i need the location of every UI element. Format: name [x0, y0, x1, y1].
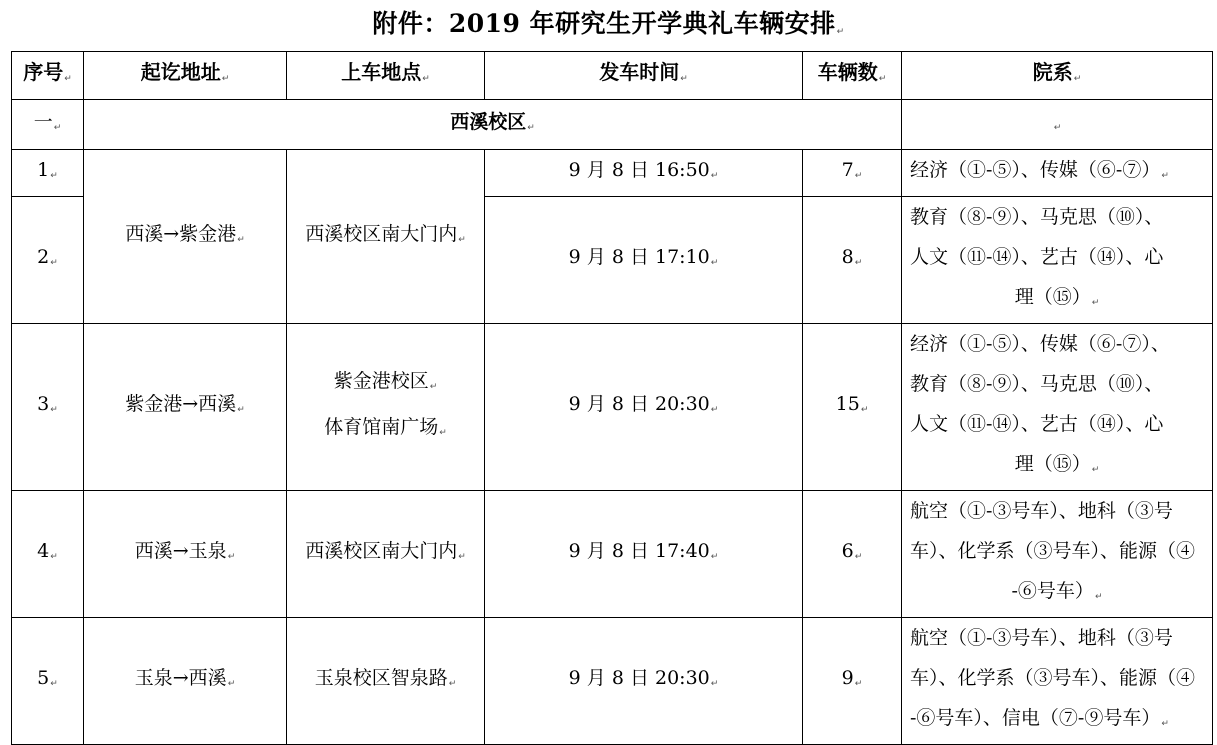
row-no: 3↵: [12, 324, 84, 491]
header-boarding: 上车地点↵: [287, 52, 485, 100]
row-boarding: 西溪校区南大门内↵: [287, 150, 485, 324]
row-boarding: 西溪校区南大门内↵: [287, 491, 485, 618]
row-department: 教育（⑧-⑨）、马克思（⑩）、 人文（⑪-⑭）、艺古（⑭）、心 理（⑮）↵: [902, 197, 1213, 324]
row-boarding: 紫金港校区↵ 体育馆南广场↵: [287, 324, 485, 491]
row-departure: 9 月 8 日 17:10↵: [485, 197, 803, 324]
row-departure: 9 月 8 日 17:40↵: [485, 491, 803, 618]
row-department: 经济（①-⑤）、传媒（⑥-⑦）、 教育（⑧-⑨）、马克思（⑩）、 人文（⑪-⑭）、艺古（⑭）、心 理（⑮）↵: [902, 324, 1213, 491]
row-vehicles: 9↵: [803, 618, 902, 745]
row-vehicles: 7↵: [803, 150, 902, 197]
row-department: 经济（①-⑤）、传媒（⑥-⑦）↵: [902, 150, 1213, 197]
header-departure: 发车时间↵: [485, 52, 803, 100]
row-route: 紫金港→西溪↵: [84, 324, 287, 491]
row-vehicles: 8↵: [803, 197, 902, 324]
paragraph-mark-icon: ↵: [836, 27, 845, 37]
section-row: [12, 100, 1213, 150]
table-row: [12, 324, 1213, 491]
row-vehicles: 15↵: [803, 324, 902, 491]
row-no: 1↵: [12, 150, 84, 197]
row-departure: 9 月 8 日 20:30↵: [485, 618, 803, 745]
page-title: 附件：2019 年研究生开学典礼车辆安排↵: [372, 9, 845, 38]
row-departure: 9 月 8 日 20:30↵: [485, 324, 803, 491]
header-no: 序号↵: [12, 52, 84, 100]
table-row: [12, 491, 1213, 618]
section-empty: ↵: [902, 100, 1213, 150]
row-department: 航空（①-③号车）、地科（③号 车）、化学系（③号车）、能源（④ -⑥号车）↵: [902, 491, 1213, 618]
header-row: [12, 52, 1213, 100]
section-no: 一↵: [12, 100, 84, 150]
section-campus: 西溪校区↵: [84, 100, 902, 150]
header-route: 起讫地址↵: [84, 52, 287, 100]
row-no: 2↵: [12, 197, 84, 324]
row-departure: 9 月 8 日 16:50↵: [485, 150, 803, 197]
row-no: 5↵: [12, 618, 84, 745]
row-route: 西溪→玉泉↵: [84, 491, 287, 618]
row-route: 西溪→紫金港↵: [84, 150, 287, 324]
header-department: 院系↵: [902, 52, 1213, 100]
row-vehicles: 6↵: [803, 491, 902, 618]
row-department: 航空（①-③号车）、地科（③号 车）、化学系（③号车）、能源（④ -⑥号车）、信电（⑦-⑨号车）↵: [902, 618, 1213, 745]
bus-schedule-table: [11, 51, 1213, 745]
row-boarding: 玉泉校区智泉路↵: [287, 618, 485, 745]
row-no: 4↵: [12, 491, 84, 618]
header-vehicles: 车辆数↵: [803, 52, 902, 100]
row-route: 玉泉→西溪↵: [84, 618, 287, 745]
table-row: [12, 150, 1213, 197]
table-row: [12, 618, 1213, 745]
